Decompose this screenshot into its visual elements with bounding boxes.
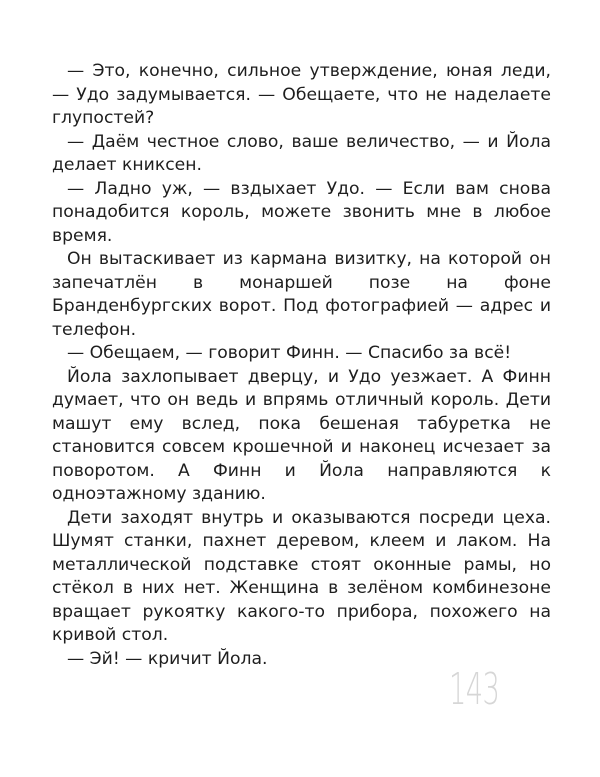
paragraph: — Это, конечно, сильное утверждение, юная леди, — Удо задумывается. — Обещаете, что не наделаете глупостей? [52,61,551,128]
paragraph: — Эй! — кричит Йола. [67,648,268,669]
paragraph: — Обещаем, — говорит Финн. — Спасибо за всё! [67,343,512,363]
paragraph: Йола захлопывает дверцу, и Удо уезжает. А Финн думает, что он ведь и впрямь отличный король. Дети машут ему вслед, пока бешеная табуретка не становится совсем крошечной и наконец исчезает за поворотом. А Финн и Йола направляются к одноэтажному зданию. [52,366,551,504]
paragraph: Он вытаскивает из кармана визитку, на которой он запечатлён в монаршей позе на фоне Бранденбургских ворот. Под фотографией — адрес и телефон. [52,249,551,340]
paragraph: — Ладно уж, — вздыхает Удо. — Если вам снова понадобится король, можете звонить мне в любое время. [52,178,551,246]
paragraph: — Даём честное слово, ваше величество, — и Йола делает книксен. [52,131,551,175]
body-text [52,60,551,671]
paragraph: Дети заходят внутрь и оказываются посреди цеха. Шумят станки, пахнет деревом, клеем и лаком. На металлической подставке стоят оконные рамы, но стёкол в них нет. Женщина в зелёном комбинезоне вращает рукоятку какого-то прибора, похожего на кривой стол. [52,507,551,645]
page-number: 143 [449,664,500,715]
